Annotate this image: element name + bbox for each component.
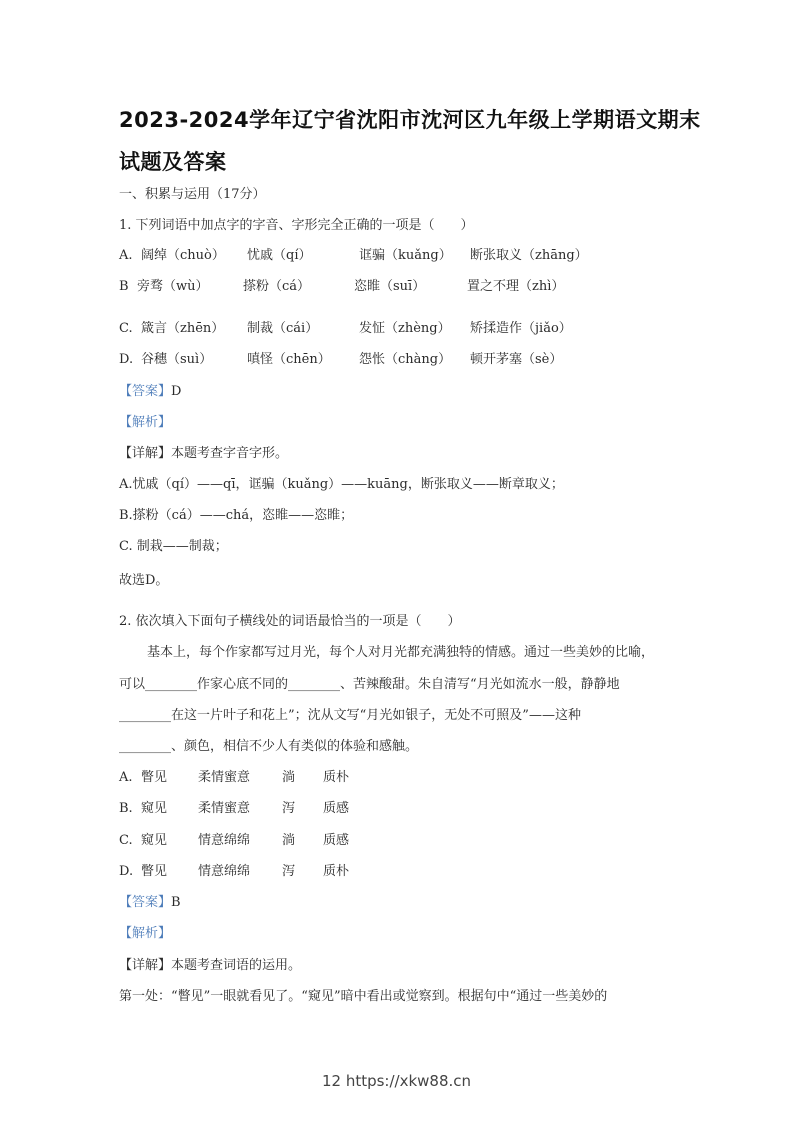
option-label: C. xyxy=(119,833,133,848)
answer-tag: 【答案】 xyxy=(119,384,172,399)
option-item: 箴言（zhēn） xyxy=(141,321,225,336)
option-label: C. xyxy=(119,321,133,336)
q2-answer xyxy=(119,894,181,912)
option-label: D. xyxy=(119,864,134,879)
option-item: 制裁（cái） xyxy=(247,321,319,336)
option-item: 窥见 xyxy=(141,801,168,816)
q1-detail-line: 【详解】本题考查字音字形。 xyxy=(119,446,289,461)
option-item: 瞥见 xyxy=(141,770,168,785)
option-label: B. xyxy=(119,801,133,816)
option-item: 忧戚（qí） xyxy=(247,248,312,263)
q2-detail-line: 【详解】本题考查词语的运用。 xyxy=(119,958,302,973)
q2-stem: 2. 依次填入下面句子横线处的词语最恰当的一项是（ ） xyxy=(119,614,461,629)
answer-value: D xyxy=(171,384,182,399)
option-item: 怨怅（chàng） xyxy=(359,352,452,367)
option-item: 窥见 xyxy=(141,833,168,848)
option-item: 泻 xyxy=(282,801,296,816)
option-item: 嗔怪（chēn） xyxy=(247,352,331,367)
option-item: 顿开茅塞（sè） xyxy=(470,352,563,367)
option-item: 柔情蜜意 xyxy=(198,801,251,816)
page-footer: 12 https://xkw88.cn xyxy=(321,1072,472,1090)
q2-detail-line: 第一处：“瞥见”一眼就看见了。“窥见”暗中看出或觉察到。根据句中“通过一些美妙的 xyxy=(119,989,608,1004)
option-item: 质感 xyxy=(323,833,350,848)
option-item: 淌 xyxy=(282,833,296,848)
q2-passage-line: ________、颜色，相信不少人有类似的体验和感触。 xyxy=(119,739,419,754)
q2-passage-line: 可以________作家心底不同的________、苦辣酸甜。朱自清写“月光如流水一般，静静地 xyxy=(119,677,620,692)
option-item: 诓骗（kuǎng） xyxy=(359,248,452,263)
option-label: D. xyxy=(119,352,134,367)
q1-detail-line: A.忧戚（qí）——qī，诓骗（kuǎng）——kuāng，断张取义——断章取义； xyxy=(119,477,564,492)
option-item: 情意绵绵 xyxy=(198,833,251,848)
q2-passage-line: 基本上，每个作家都写过月光，每个人对月光都充满独特的情感。通过一些美妙的比喻， xyxy=(147,645,655,660)
q1-answer xyxy=(119,383,181,401)
option-item: 谷穗（suì） xyxy=(141,352,213,367)
option-item: 搽粉（cá） xyxy=(243,279,311,294)
q2-analysis-tag: 【解析】 xyxy=(119,926,172,941)
option-item: 柔情蜜意 xyxy=(198,770,251,785)
section-heading: 一、积累与运用（17分） xyxy=(119,187,266,202)
option-label: B xyxy=(119,279,129,294)
option-item: 淌 xyxy=(282,770,296,785)
answer-tag: 【答案】 xyxy=(119,895,172,910)
option-item: 泻 xyxy=(282,864,296,879)
q1-detail-line: 故选D。 xyxy=(119,573,169,588)
q2-passage-line: ________在这一片叶子和花上”；沈从文写“月光如银子，无处不可照及”——这种 xyxy=(119,708,581,723)
option-item: 发怔（zhèng） xyxy=(359,321,451,336)
option-label: A. xyxy=(119,770,133,785)
q1-detail-line: C. 制栽——制裁； xyxy=(119,539,228,554)
option-label: A. xyxy=(119,248,133,263)
option-item: 瞥见 xyxy=(141,864,168,879)
option-item: 旁骛（wù） xyxy=(137,279,209,294)
q1-detail-line: B.搽粉（cá）——chá，恣睢——恣睢； xyxy=(119,508,354,523)
option-item: 质朴 xyxy=(323,864,350,879)
q1-analysis-tag: 【解析】 xyxy=(119,415,172,430)
option-item: 质朴 xyxy=(323,770,350,785)
option-item: 情意绵绵 xyxy=(198,864,251,879)
option-item: 质感 xyxy=(323,801,350,816)
option-item: 断张取义（zhāng） xyxy=(470,248,588,263)
answer-value: B xyxy=(171,895,181,910)
doc-title-line1: 2023-2024学年辽宁省沈阳市沈河区九年级上学期语文期末 xyxy=(119,108,701,132)
q1-stem: 1. 下列词语中加点字的字音、字形完全正确的一项是（ ） xyxy=(119,218,474,233)
doc-title-line2: 试题及答案 xyxy=(119,150,227,174)
option-item: 矫揉造作（jiǎo） xyxy=(470,321,572,336)
option-item: 阔绰（chuò） xyxy=(141,248,225,263)
option-item: 置之不理（zhì） xyxy=(467,279,565,294)
option-item: 恣睢（suī） xyxy=(354,279,426,294)
